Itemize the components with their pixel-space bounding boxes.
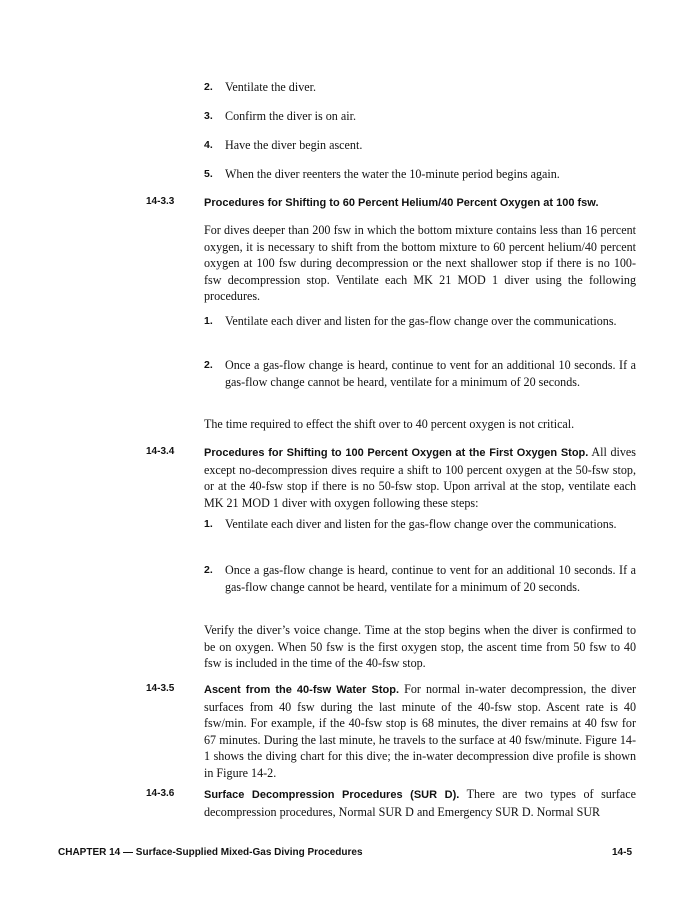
paragraph: The time required to effect the shift over to 40 percent oxygen is not critical. <box>204 417 575 431</box>
section-body: All dives except no-decompression dives require a shift to 100 percent oxygen at the 50-fsw stop, or at the 40-fsw stop if there is no 50-fsw stop. Upon arrival at the stop, ventilate each MK 21 MOD 1 diver with oxygen following these steps: <box>204 445 637 510</box>
section-title: Procedures for Shifting to 60 Percent Helium/40 Percent Oxygen at 100 fsw. <box>204 197 599 209</box>
list-item <box>204 108 636 125</box>
step-number: 2. <box>204 81 213 93</box>
paragraph: Verify the diver’s voice change. Time at the stop begins when the diver is confirmed to be on oxygen. When 50 fsw is the first oxygen stop, the ascent time from 50 fsw to 40 fsw is included in the time of the 40-fsw stop. <box>204 623 636 670</box>
step-number: 2. <box>204 564 213 576</box>
list-item <box>204 137 636 154</box>
step-text: When the diver reenters the water the 10-minute period begins again. <box>225 167 560 181</box>
step-number: 3. <box>204 110 213 122</box>
section-title: Ascent from the 40-fsw Water Stop. <box>204 684 400 696</box>
list-item <box>204 516 636 533</box>
step-text: Ventilate each diver and listen for the gas-flow change over the communications. <box>225 517 617 531</box>
step-number: 1. <box>204 518 213 530</box>
paragraph <box>204 786 636 820</box>
section-number: 14-3.5 <box>146 683 175 694</box>
step-number: 5. <box>204 168 213 180</box>
step-number: 1. <box>204 315 213 327</box>
step-text: Once a gas-flow change is heard, continue to vent for an additional 10 seconds. If a gas-flow change cannot be heard, ventilate for a minimum of 20 seconds. <box>225 358 636 389</box>
list-item <box>204 562 636 595</box>
section-title: Procedures for Shifting to 100 Percent Oxygen at the First Oxygen Stop. <box>204 447 589 459</box>
step-text: Ventilate each diver and listen for the gas-flow change over the communications. <box>225 314 617 328</box>
paragraph: For dives deeper than 200 fsw in which the bottom mixture contains less than 16 percent oxygen, it is necessary to shift from the bottom mixture to 60 percent helium/40 percent oxygen at 100 fsw during decompression or the next shallower stop if there is no 100-fsw decompression stop. Ventilate each MK 21 MOD 1 diver using the following procedures. <box>204 223 636 303</box>
list-item <box>204 313 636 330</box>
section-number: 14-3.6 <box>146 788 175 799</box>
step-text: Have the diver begin ascent. <box>225 138 363 152</box>
section-number: 14-3.4 <box>146 446 175 457</box>
section-title: Surface Decompression Procedures (SUR D). <box>204 789 460 801</box>
footer-chapter: CHAPTER 14 — Surface-Supplied Mixed-Gas Diving Procedures <box>58 847 363 858</box>
list-item <box>204 357 636 390</box>
section-heading <box>204 194 636 212</box>
step-text: Once a gas-flow change is heard, continue to vent for an additional 10 seconds. If a gas-flow change cannot be heard, ventilate for a minimum of 20 seconds. <box>225 563 636 594</box>
paragraph <box>204 444 636 511</box>
section-body: For normal in-water decompression, the diver surfaces from 40 fsw during the last minute of the 40-fsw stop. Ascent rate is 40 fsw/min. For example, if the 40-fsw stop is 68 minutes, the diver remains at 40 fsw for 67 minutes. During the last minute, he travels to the surface at 40 fsw/minute. Figure 14-1 shows the diving chart for this dive; the in-water decompression dive profile is shown in Figure 14-2. <box>204 682 636 780</box>
section-number: 14-3.3 <box>146 196 175 207</box>
section-body: There are two types of surface decompression procedures, Normal SUR D and Emergency SUR D. Normal SUR <box>204 787 637 819</box>
page-number: 14-5 <box>612 847 633 858</box>
step-text: Ventilate the diver. <box>225 80 317 94</box>
step-text: Confirm the diver is on air. <box>225 109 356 123</box>
paragraph <box>204 681 636 781</box>
step-number: 2. <box>204 359 213 371</box>
list-item <box>204 79 636 96</box>
list-item <box>204 166 636 183</box>
step-number: 4. <box>204 139 213 151</box>
